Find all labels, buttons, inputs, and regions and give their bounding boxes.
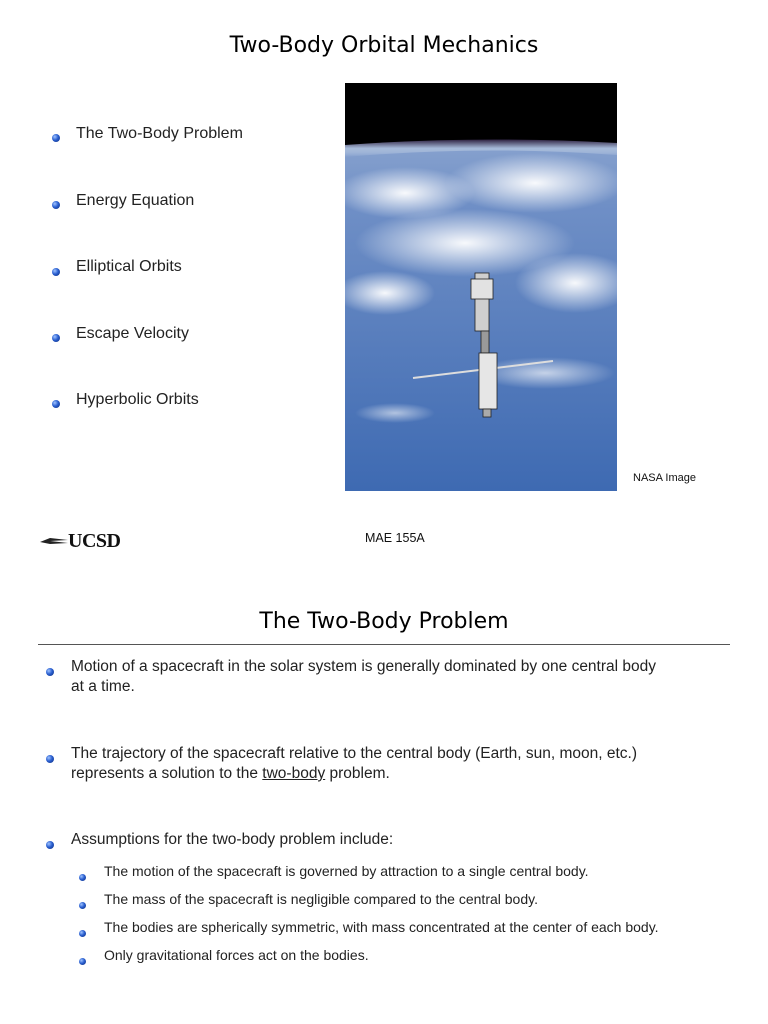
topic-item: Elliptical Orbits <box>76 258 182 275</box>
body-bullet: The trajectory of the spacecraft relative to the central body (Earth, sun, moon, etc.) represents a solution to the two-body problem. <box>71 745 638 782</box>
bullet-icon <box>46 836 54 854</box>
title-divider <box>38 644 730 645</box>
bullet-icon <box>52 129 60 147</box>
body-bullet: Assumptions for the two-body problem include: <box>71 831 394 848</box>
image-caption: NASA Image <box>633 472 696 484</box>
topic-item: The Two-Body Problem <box>76 125 243 142</box>
ucsd-logo <box>40 530 120 553</box>
bullet-icon <box>46 750 54 768</box>
bullet-icon <box>79 896 86 914</box>
body-bullet: Motion of a spacecraft in the solar system is generally dominated by one central body at a time. <box>71 658 657 695</box>
bullet-icon <box>52 196 60 214</box>
slide-title: Two-Body Orbital Mechanics <box>229 33 539 58</box>
bullet-icon <box>52 263 60 281</box>
bullet-icon <box>79 952 86 970</box>
course-code: MAE 155A <box>365 531 425 545</box>
assumption-item: The mass of the spacecraft is negligible compared to the central body. <box>104 891 538 907</box>
topic-item: Hyperbolic Orbits <box>76 391 199 408</box>
assumption-item: Only gravitational forces act on the bodies. <box>104 947 369 963</box>
bullet-icon <box>46 663 54 681</box>
trident-logo-icon <box>40 535 68 549</box>
slide-title: The Two-Body Problem <box>259 609 509 634</box>
bullet-icon <box>52 329 60 347</box>
bullet-icon <box>79 868 86 886</box>
assumption-item: The bodies are spherically symmetric, with mass concentrated at the center of each body. <box>104 919 659 935</box>
two-body-term: two-body <box>262 765 326 782</box>
bullet-icon <box>52 395 60 413</box>
assumption-item: The motion of the spacecraft is governed by attraction to a single central body. <box>104 863 589 879</box>
space-station-photo <box>345 83 617 491</box>
logo-text: UCSD <box>68 530 121 552</box>
topic-item: Energy Equation <box>76 192 195 209</box>
bullet-icon <box>79 924 86 942</box>
topic-item: Escape Velocity <box>76 325 189 342</box>
